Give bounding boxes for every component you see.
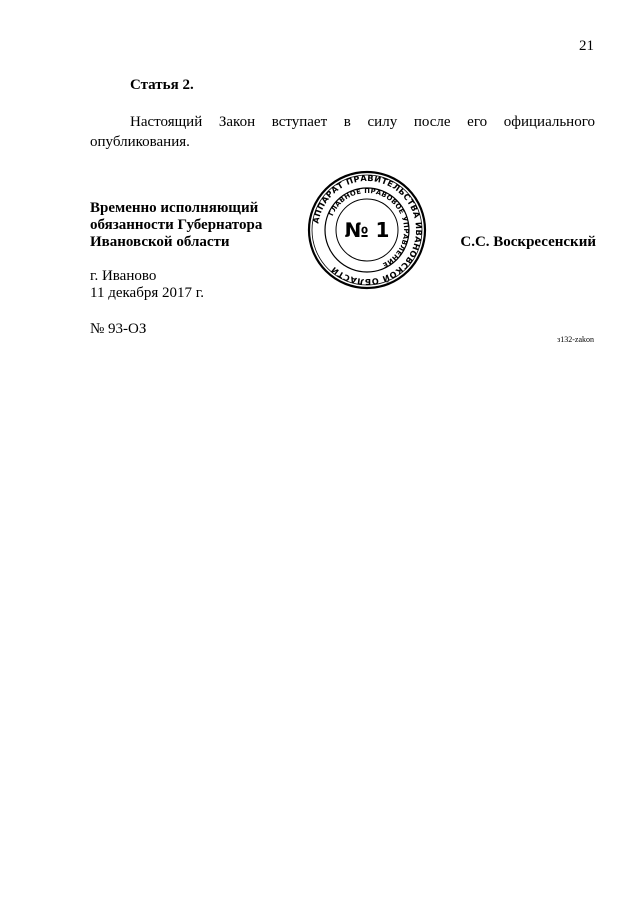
official-seal-stamp [307, 170, 427, 290]
article-text-line-2: опубликования. [90, 134, 190, 150]
signer-title-line-2: обязанности Губернатора [90, 217, 263, 233]
signer-name: С.С. Воскресенский [460, 234, 596, 250]
place: г. Иваново [90, 268, 157, 284]
signer-title-line-3: Ивановской области [90, 234, 230, 250]
seal-outer-textpath: АППАРАТ ПРАВИТЕЛЬСТВА ИВАНОВСКОЙ ОБЛАСТИ [310, 172, 425, 288]
seal-inner-textpath: ГЛАВНОЕ ПРАВОВОЕ УПРАВЛЕНИЕ [327, 186, 411, 270]
article-text [90, 112, 595, 152]
signer-title-line-1: Временно исполняющий [90, 200, 259, 216]
article-text-line-1: Настоящий Закон вступает в силу после его официального [130, 114, 595, 130]
place-and-date [90, 268, 204, 302]
law-number: № 93-ОЗ [90, 321, 147, 337]
signer-title [90, 200, 262, 251]
date: 11 декабря 2017 г. [90, 285, 204, 301]
file-code: з132-zakon [557, 335, 594, 344]
article-heading: Статья 2. [130, 77, 194, 93]
page-number: 21 [579, 38, 594, 54]
seal-center-number: № 1 [344, 218, 390, 242]
